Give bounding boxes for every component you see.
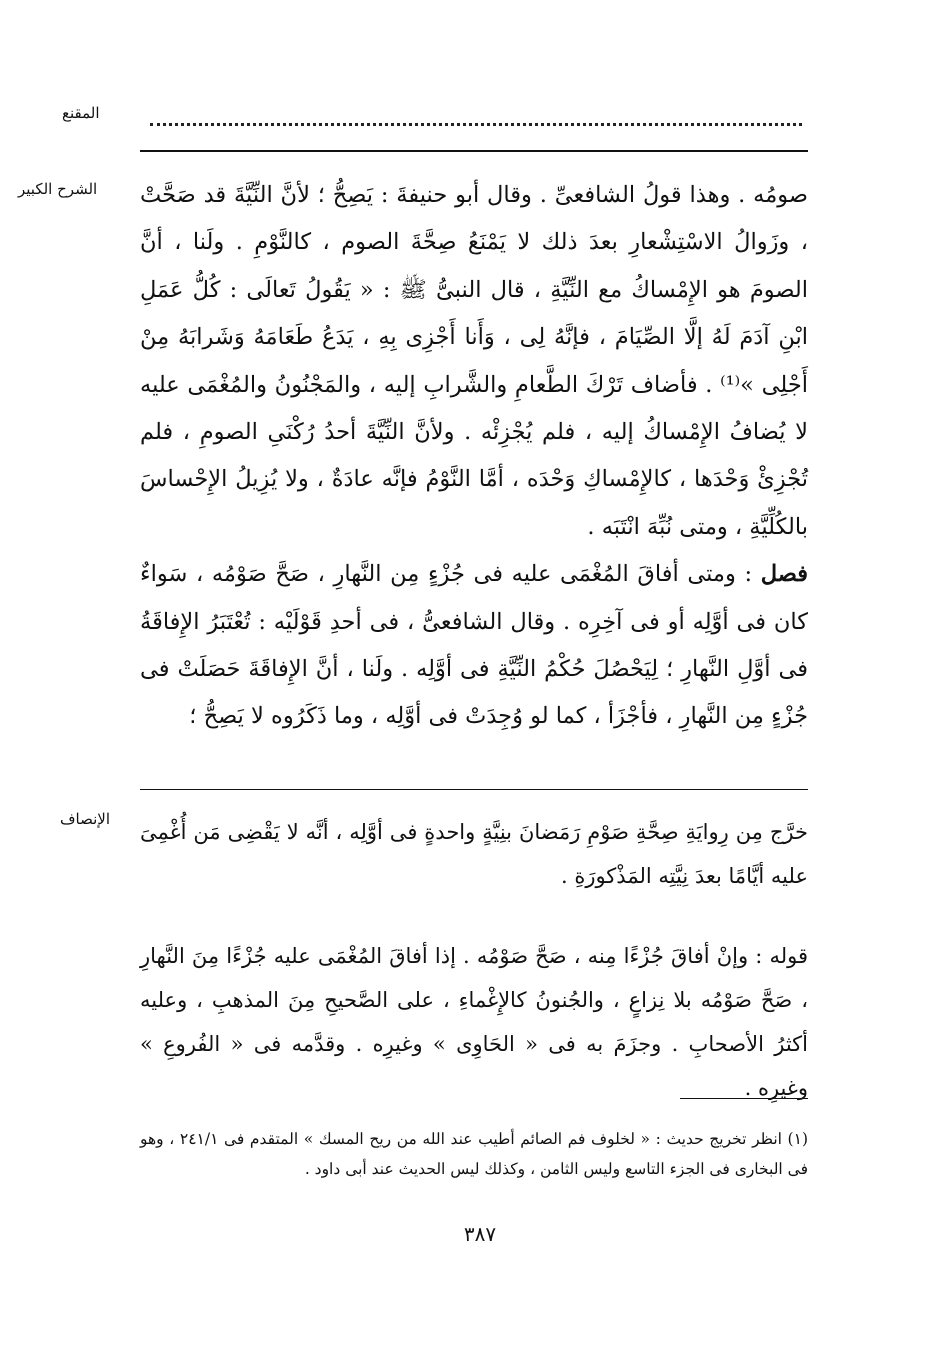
page-number: ٣٨٧	[463, 1222, 497, 1246]
footnote-text: (١) انظر تخريج حديث : « لخلوف فم الصائم أطيب عند الله من ريح المسك » المتقدم فى ٢٤١/١ ، وهو فى البخارى فى الجزء التاسع وليس الثامن ، وكذلك ليس الحديث عند أبى داود .	[140, 1130, 808, 1178]
side-label-sharh: الشرح الكبير	[18, 180, 98, 198]
section-divider	[140, 789, 808, 790]
insaf-paragraph-2: قوله : وإنْ أفاقَ جُزْءًا مِنه ، صَحَّ صَوْمُه . إذا أفاقَ المُغْمَى عليه جُزْءًا مِنَ النَّهارِ ، صَحَّ صَوْمُه بلا نِزاعٍ ، والجُنونُ كالإِغْماءِ ، على الصَّحيحِ مِنَ المذهبِ ، وعليه أكثرُ الأصحابِ . وجزَمَ به فى « الحَاوِى » وغيرِه . وقدَّمه فى « الفُروعِ » وغيرِه .	[140, 944, 808, 1100]
header-rule	[140, 150, 808, 152]
side-label-insaf: الإنصاف	[60, 810, 111, 828]
sharh-paragraph-2	[140, 551, 808, 741]
insaf-paragraph-1: خرَّج مِن رِوايَةِ صِحَّةِ صَوْمِ رَمَضانَ بنِيَّةٍ واحدةٍ فى أوَّلِه ، أنَّه لا يَقْضِى مَن أُغْمِىَ عليه أيَّامًا بعدَ نِيَّتِه المَذْكورَةِ .	[140, 820, 808, 888]
footnote	[140, 1124, 808, 1184]
fasl-label: فصل	[760, 561, 808, 588]
footnote-rule	[680, 1098, 808, 1099]
insaf-section	[140, 810, 808, 1110]
header-dotted-rule	[150, 106, 802, 126]
sharh-kabir-section	[140, 172, 808, 741]
sharh-paragraph-1: صومُه . وهذا قولُ الشافعىِّ . وقال أبو حنيفةَ : يَصِحُّ ؛ لأنَّ النِّيَّةَ قد صَحَّتْ ، وزَوالُ الاسْتِشْعارِ بعدَ ذلك لا يَمْنَعُ صِحَّةَ الصوم ، كالنَّوْمِ . ولَنا ، أنَّ الصومَ هو الإِمْساكُ مع النِّيَّةِ ، قال النبىُّ ﷺ : « يَقُولُ تَعالَى : كُلُّ عَمَلِ ابْنِ آدَمَ لَهُ إلَّا الصِّيَامَ ، فإنَّهُ لِى ، وَأَنا أَجْزِى بِهِ ، يَدَعُ طَعَامَهُ وَشَرابَهُ مِنْ أَجْلِى »⁽¹⁾ . فأضاف تَرْكَ الطَّعامِ والشَّرابِ إليه ، والمَجْنُونُ والمُغْمَى عليه لا يُضافُ الإِمْساكُ إليه ، فلم يُجْزِئْه . ولأنَّ النِّيَّةَ أحدُ رُكْنَىِ الصومِ ، فلم تُجْزِئْ وَحْدَها ، كالإِمْساكِ وَحْدَه ، أمَّا النَّوْمُ فإنَّه عادَةٌ ، ولا يُزِيلُ الإِحْساسَ بالكُلِّيَّةِ ، ومتى نُبِّهَ انْتَبَه .	[140, 182, 808, 540]
book-title: المقنع	[62, 104, 100, 122]
fasl-text: : ومتى أفاقَ المُغْمَى عليه فى جُزْءٍ مِن النَّهارِ ، صَحَّ صَوْمُه ، سَواءٌ كان فى أوَّلِه أو فى آخِرِه . وقال الشافعىُّ ، فى أحدِ قَوْلَيْه : تُعْتَبَرُ الإِفاقَةُ فى أوَّلِ النَّهارِ ؛ لِيَحْصُلَ حُكْمُ النِّيَّةِ فى أوَّلِه . ولَنا ، أنَّ الإِفاقَةَ حَصَلَتْ فى جُزْءٍ مِن النَّهارِ ، فأجْزَأ ، كما لو وُجِدَتْ فى أوَّلِه ، وما ذَكَرُوه لا يَصِحُّ ؛	[140, 561, 808, 730]
